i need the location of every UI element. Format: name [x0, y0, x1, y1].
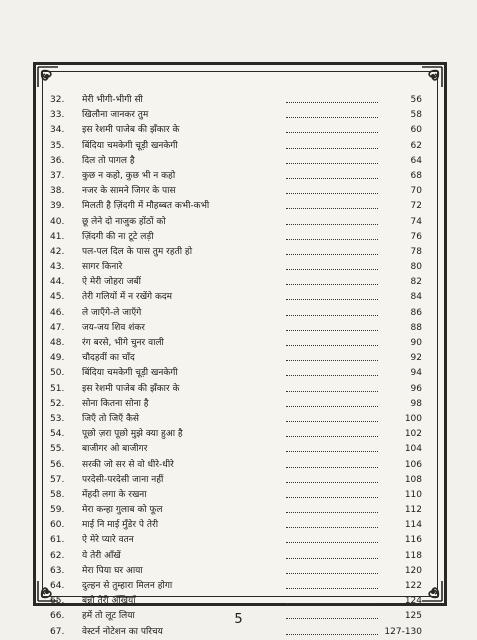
toc-entry — [48, 290, 432, 305]
toc-entry — [48, 382, 432, 397]
toc-entry — [48, 442, 432, 457]
table-of-contents — [48, 93, 432, 640]
entry-page: 58 — [410, 110, 422, 121]
entry-page: 127-130 — [384, 626, 422, 637]
toc-entry — [48, 533, 432, 548]
entry-page: 82 — [410, 277, 422, 288]
entry-number: 59. — [50, 505, 65, 516]
toc-entry — [48, 108, 432, 123]
toc-entry — [48, 199, 432, 214]
entry-title: ज़िंदगी की ना टूटे लड़ी — [82, 231, 154, 242]
entry-title: मेंहदी लगा के रखना — [82, 489, 147, 500]
toc-entry — [48, 564, 432, 579]
entry-page: 100 — [404, 413, 422, 424]
toc-entry — [48, 594, 432, 609]
entry-page: 116 — [404, 535, 422, 546]
entry-title: मेरा कन्हा गुलाब को फूल — [82, 505, 163, 516]
entry-number: 49. — [50, 353, 65, 364]
entry-page: 62 — [410, 140, 422, 151]
entry-page: 114 — [404, 520, 422, 531]
toc-entry — [48, 366, 432, 381]
entry-number: 36. — [50, 155, 65, 166]
entry-title: माई नि माई मुँडेर पे तेरी — [82, 520, 159, 531]
entry-page: 84 — [410, 292, 422, 303]
entry-number: 64. — [50, 581, 65, 591]
entry-title: ऐ मेरे प्यारे वतन — [82, 535, 134, 546]
entry-number: 35. — [50, 140, 65, 151]
entry-page: 122 — [404, 581, 422, 591]
entry-number: 52. — [50, 398, 65, 409]
entry-page: 102 — [404, 429, 422, 440]
entry-title: सरकी जो सर से वो धीरे-धीरे — [82, 459, 174, 470]
entry-number: 39. — [50, 201, 65, 212]
toc-entry — [48, 230, 432, 245]
entry-number: 44. — [50, 277, 65, 288]
toc-entry — [48, 427, 432, 442]
entry-title: सोना कितना सोना है — [82, 398, 149, 409]
entry-number: 55. — [50, 444, 65, 455]
entry-page: 118 — [404, 550, 422, 561]
toc-entry — [48, 169, 432, 184]
entry-page: 92 — [410, 353, 422, 364]
entry-page: 74 — [410, 216, 422, 227]
entry-title: जय-जय शिव शंकर — [82, 322, 145, 333]
entry-page: 78 — [410, 246, 422, 257]
entry-number: 40. — [50, 216, 65, 227]
entry-page: 70 — [410, 186, 422, 197]
entry-page: 88 — [410, 322, 422, 333]
toc-entry — [48, 275, 432, 290]
toc-entry — [48, 139, 432, 154]
entry-number: 60. — [50, 520, 65, 531]
entry-title: बिंदिया चमकेगी चूड़ी खनकेगी — [82, 140, 178, 151]
toc-entry — [48, 412, 432, 427]
entry-page: 104 — [404, 444, 422, 455]
entry-page: 106 — [404, 459, 422, 470]
toc-entry — [48, 397, 432, 412]
entry-number: 46. — [50, 307, 65, 318]
entry-number: 56. — [50, 459, 65, 470]
entry-title: कुछ न कहो, कुछ भी न कहो — [82, 170, 176, 181]
toc-entry — [48, 306, 432, 321]
toc-entry — [48, 351, 432, 366]
entry-title: मेरी भीगी-भीगी सी — [82, 95, 143, 105]
page-number: 5 — [234, 612, 243, 627]
entry-title: चौदहवीं का चाँद — [82, 353, 135, 364]
entry-number: 57. — [50, 474, 65, 485]
entry-number: 34. — [50, 125, 65, 136]
entry-number: 62. — [50, 550, 65, 561]
entry-number: 42. — [50, 246, 65, 257]
entry-title: तेरी गलियों में न रखेंगे कदम — [82, 292, 173, 303]
entry-number: 58. — [50, 489, 65, 500]
entry-title: इस रेशमी पाजेब की झँकार के — [82, 125, 180, 136]
toc-entry — [48, 215, 432, 230]
entry-title: छू लेने दो नाजुक होंठों को — [82, 216, 166, 227]
entry-page: 108 — [404, 474, 422, 485]
entry-title: सागर किनारे — [82, 262, 123, 273]
entry-number: 45. — [50, 292, 65, 303]
entry-title: पूछो ज़रा पूछो मुझे क्या हुआ है — [82, 429, 183, 440]
toc-entry — [48, 458, 432, 473]
entry-number: 47. — [50, 322, 65, 333]
entry-page: 56 — [410, 95, 422, 105]
entry-number: 33. — [50, 110, 65, 121]
entry-title: इस रेशमी पाजेब की झँकार के — [82, 383, 180, 394]
entry-title: खिलौना जानकर तुम — [82, 110, 149, 121]
toc-entry — [48, 260, 432, 275]
entry-title: दुल्हन से तुम्हारा मिलन होगा — [82, 581, 173, 591]
entry-title: परदेसी-परदेसी जाना नहीं — [82, 474, 164, 485]
entry-page: 110 — [404, 489, 422, 500]
entry-title: रंग बरसे, भीगे चुनर वाली — [82, 338, 164, 348]
toc-entry — [48, 579, 432, 594]
entry-page: 96 — [410, 383, 422, 394]
toc-entry — [48, 503, 432, 518]
entry-page: 112 — [404, 505, 422, 516]
entry-number: 67. — [50, 626, 65, 637]
entry-number: 53. — [50, 413, 65, 424]
toc-entry — [48, 154, 432, 169]
toc-entry — [48, 184, 432, 199]
toc-entry — [48, 245, 432, 260]
entry-number: 61. — [50, 535, 65, 546]
toc-entry — [48, 123, 432, 138]
entry-number: 37. — [50, 170, 65, 181]
entry-title: ले जाएँगे-ले जाएँगे — [82, 307, 142, 318]
entry-title: ये तेरी आँखें — [82, 550, 121, 561]
corner-ornament-icon — [418, 65, 444, 91]
entry-number: 41. — [50, 231, 65, 242]
entry-title: जिएँ तो जिएँ कैसे — [82, 413, 140, 424]
corner-ornament-icon — [36, 65, 62, 91]
entry-number: 54. — [50, 429, 65, 440]
entry-page: 80 — [410, 262, 422, 273]
entry-number: 43. — [50, 262, 65, 273]
entry-number: 51. — [50, 383, 65, 394]
entry-title: नजर के सामने जिगर के पास — [82, 186, 176, 197]
entry-title: मेरा पिया घर आया — [82, 565, 143, 576]
entry-page: 60 — [410, 125, 422, 136]
entry-page: 98 — [410, 398, 422, 409]
entry-page: 120 — [404, 565, 422, 576]
entry-title: बिंदिया चमकेगी चूड़ी खनकेगी — [82, 368, 178, 379]
entry-page: 124 — [404, 596, 422, 607]
entry-number: 63. — [50, 565, 65, 576]
entry-title: पल-पल दिल के पास तुम रहती हो — [82, 246, 193, 257]
entry-title: दिल तो पागल है — [82, 155, 135, 166]
entry-title: बन्नो तेरी अँखियाँ — [82, 596, 136, 607]
entry-title: हमें तो लूट लिया — [82, 611, 135, 622]
entry-number: 50. — [50, 368, 65, 379]
entry-page: 90 — [410, 338, 422, 348]
entry-title: वेस्टर्न नोटेशन का परिचय — [82, 626, 163, 637]
entry-page: 72 — [410, 201, 422, 212]
entry-title: मिलती है ज़िंदगी में मौहब्बत कभी-कभी — [82, 201, 210, 212]
toc-entry — [48, 93, 432, 108]
toc-entry — [48, 321, 432, 336]
toc-entry — [48, 336, 432, 351]
entry-page: 125 — [404, 611, 422, 622]
entry-page: 68 — [410, 170, 422, 181]
entry-title: बाजीगर ओ बाजीगर — [82, 444, 148, 455]
entry-page: 64 — [410, 155, 422, 166]
entry-page: 76 — [410, 231, 422, 242]
entry-number: 48. — [50, 338, 65, 348]
entry-title: ऐ मेरी जोहरा जबीं — [82, 277, 141, 288]
toc-entry — [48, 473, 432, 488]
toc-entry — [48, 518, 432, 533]
entry-page: 86 — [410, 307, 422, 318]
entry-number: 66. — [50, 611, 65, 622]
entry-number: 32. — [50, 95, 65, 105]
entry-page: 94 — [410, 368, 422, 379]
entry-number: 38. — [50, 186, 65, 197]
toc-entry — [48, 488, 432, 503]
entry-number: 65. — [50, 596, 65, 607]
toc-entry — [48, 549, 432, 564]
